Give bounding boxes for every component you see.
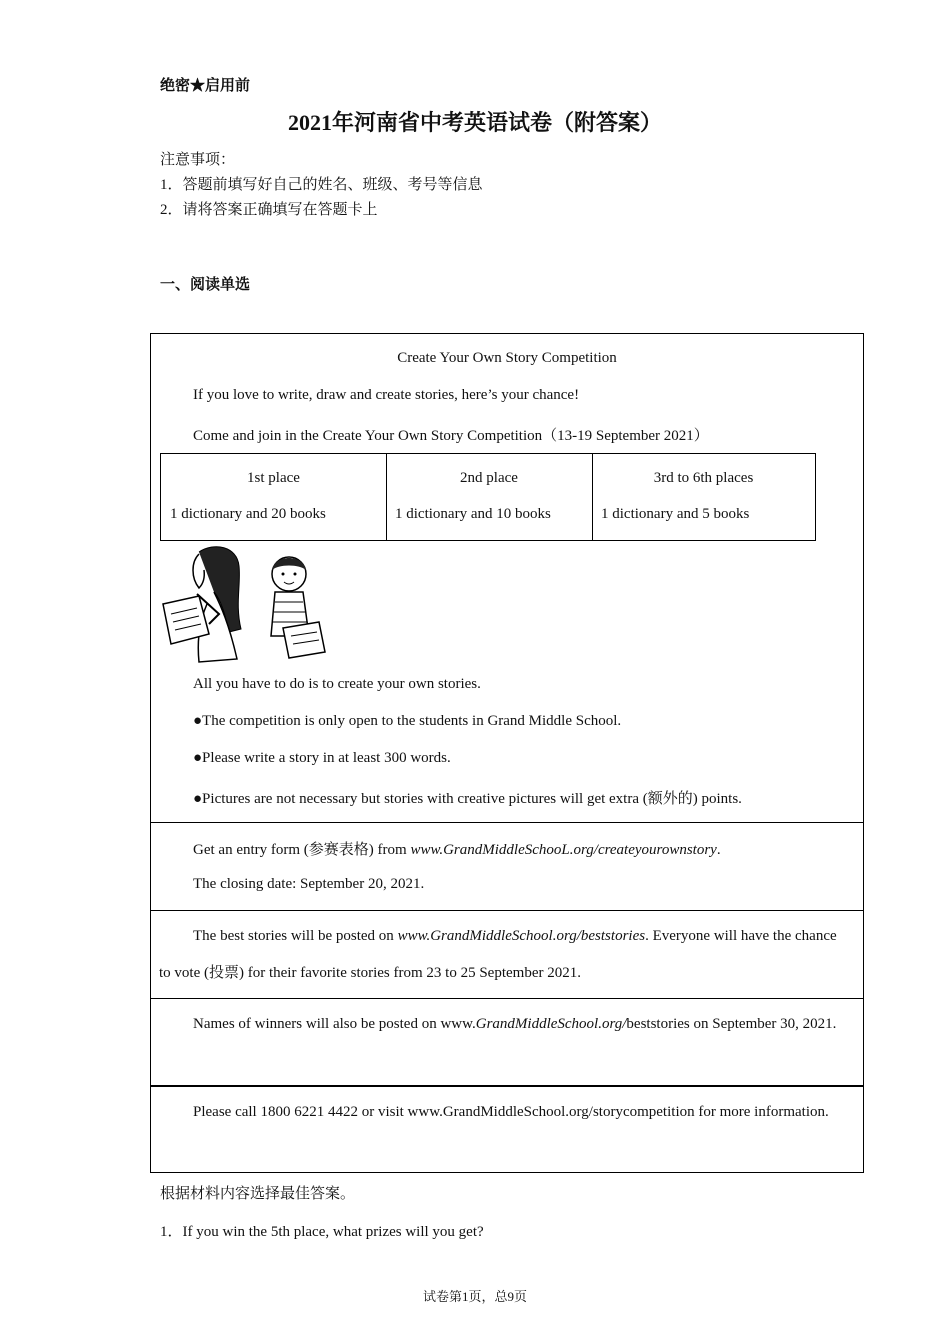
passage-intro: If you love to write, draw and create stories, here’s your chance! bbox=[193, 387, 580, 403]
passage-intro: Come and join in the Create Your Own Story Competition（13-19 September 2021） bbox=[193, 428, 709, 444]
divider bbox=[151, 998, 863, 999]
notes-item: 2．请将答案正确填写在答题卡上 bbox=[160, 202, 378, 218]
rule-item: ●Pictures are not necessary but stories with creative pictures will get extra (额外的) points. bbox=[193, 791, 742, 807]
prize-value: 1 dictionary and 10 books bbox=[395, 506, 551, 522]
best-url: www.GrandMiddleSchool.org/beststories bbox=[397, 928, 646, 944]
page-title: 2021年河南省中考英语试卷（附答案） bbox=[287, 110, 662, 135]
winners-url: GrandMiddleSchool.org/ bbox=[475, 1016, 627, 1032]
passage-title: Create Your Own Story Competition bbox=[397, 350, 617, 366]
rules-intro: All you have to do is to create your own stories. bbox=[193, 676, 481, 692]
page-footer: 试卷第1页，总9页 bbox=[422, 1289, 527, 1304]
passage-box bbox=[150, 333, 864, 1173]
prize-value: 1 dictionary and 20 books bbox=[170, 506, 326, 522]
prize-column bbox=[161, 454, 387, 540]
entry-info bbox=[193, 838, 721, 859]
entry-url: www.GrandMiddleSchooL.org/createyourownstory bbox=[410, 842, 717, 858]
notes-item: 1．答题前填写好自己的姓名、班级、考号等信息 bbox=[160, 177, 483, 193]
prize-column bbox=[386, 454, 593, 540]
prize-place: 1st place bbox=[247, 470, 300, 486]
notes bbox=[160, 148, 483, 223]
question-1: 1．If you win the 5th place, what prizes will you get? bbox=[160, 1224, 484, 1240]
notes-heading: 注意事项： bbox=[160, 152, 236, 168]
prize-column bbox=[592, 454, 815, 540]
winners-text: beststories on September 30, 2021. bbox=[626, 1016, 837, 1032]
instruction: 根据材料内容选择最佳答案。 bbox=[160, 1186, 356, 1202]
prize-place: 3rd to 6th places bbox=[653, 470, 754, 486]
prize-place: 2nd place bbox=[460, 470, 518, 486]
best-stories-paragraph bbox=[159, 918, 849, 992]
divider bbox=[151, 822, 863, 823]
prize-value: 1 dictionary and 5 books bbox=[601, 506, 750, 522]
contact-paragraph: Please call 1800 6221 4422 or visit www.GrandMiddleSchool.org/storycompetition for more information. bbox=[193, 1104, 829, 1120]
students-writing-illustration bbox=[159, 544, 339, 664]
entry-text: Get an entry form (参赛表格) from bbox=[193, 842, 411, 858]
best-text: . Everyone will have the chance to vote (投票) for their favorite stories from 23 to 25 September 2021. bbox=[159, 928, 837, 981]
rule-item: ●The competition is only open to the students in Grand Middle School. bbox=[193, 713, 622, 729]
prize-table bbox=[160, 453, 816, 541]
divider bbox=[151, 1085, 863, 1087]
section-heading: 一、阅读单选 bbox=[160, 277, 251, 293]
winners-paragraph bbox=[159, 1006, 849, 1043]
confidential-label: 绝密★启用前 bbox=[160, 78, 251, 94]
rule-item: ●Please write a story in at least 300 words. bbox=[193, 750, 451, 766]
divider bbox=[151, 910, 863, 911]
closing-date: The closing date: September 20, 2021. bbox=[193, 876, 425, 892]
best-text: The best stories will be posted on bbox=[193, 928, 398, 944]
entry-end: . bbox=[716, 842, 721, 858]
winners-text: Names of winners will also be posted on www. bbox=[193, 1016, 476, 1032]
